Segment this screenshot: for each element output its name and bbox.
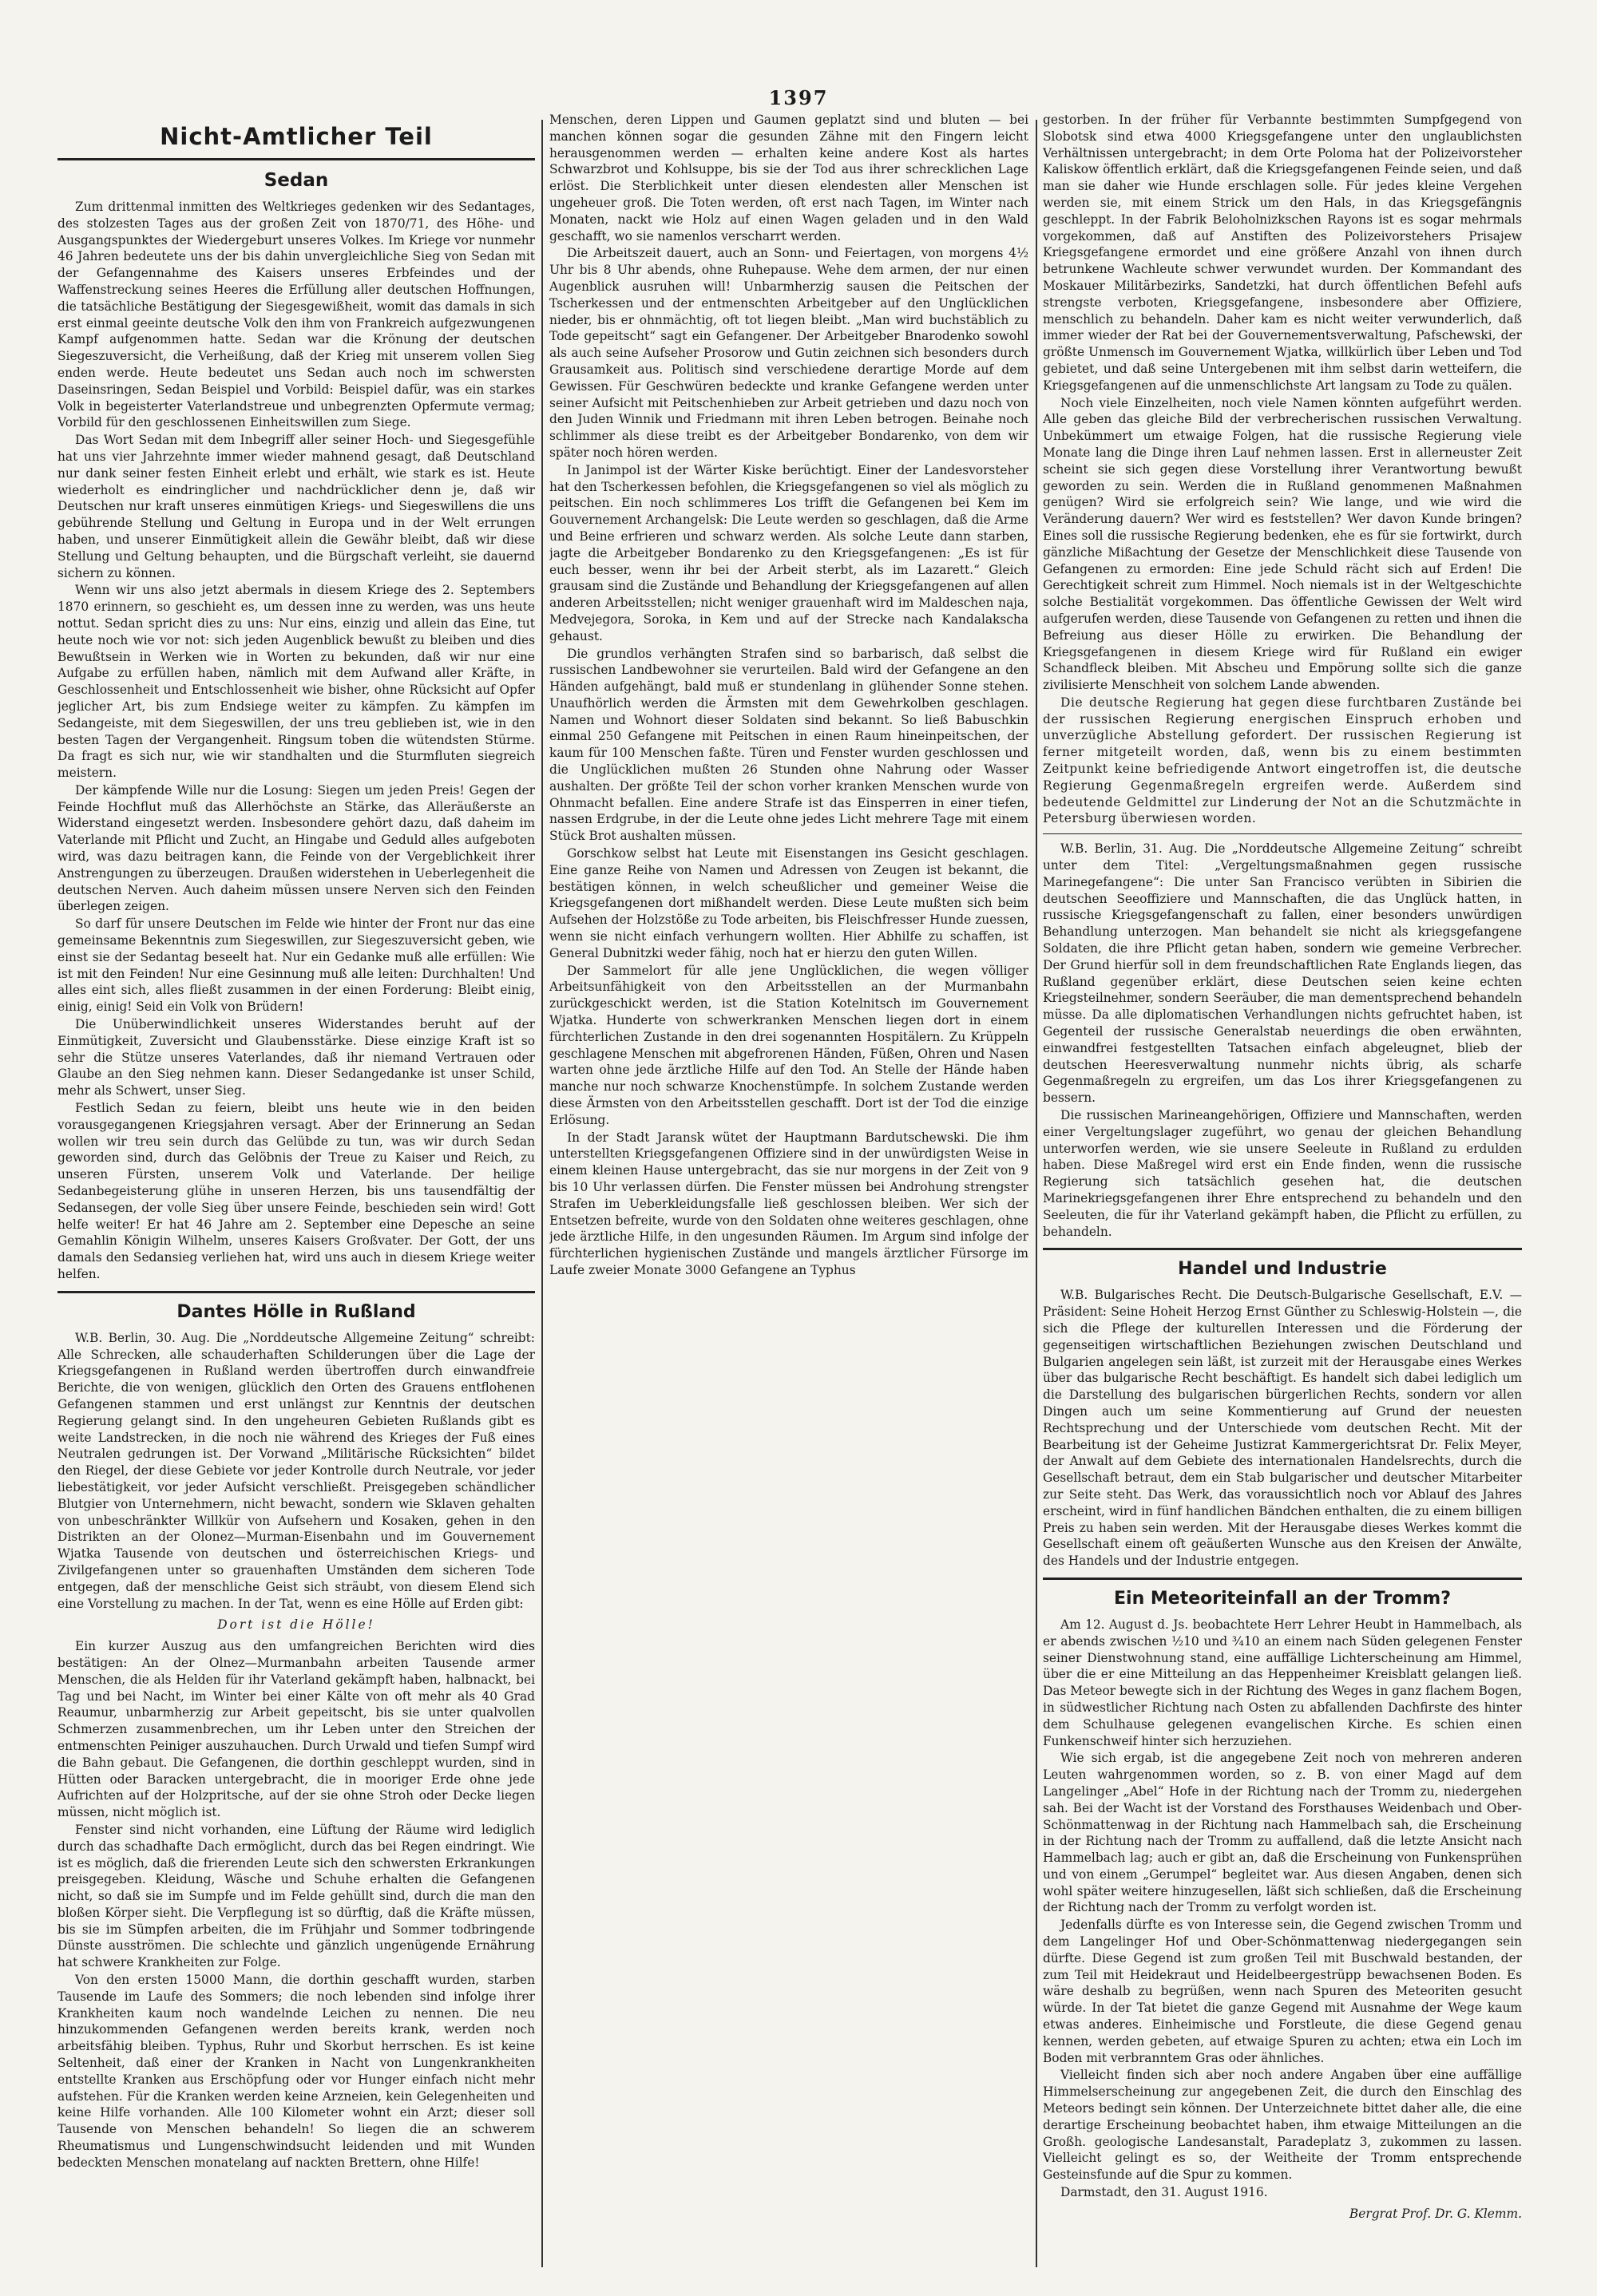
paragraph: Der Sammelort für alle jene Unglücklichen, die wegen völliger Arbeitsunfähigkeit von den Arbeitsstellen an der Murmanbahn zurückgeschickt werden, ist die Station Kotelnitsch im Gouvernement Wjatka. Hunderte von schwerkranken Menschen liegen dort in einem fürchterlichen Zustande in den drei sogenannten Hospitälern. Zu Krüppeln geschlagene Menschen mit abgefrorenen Händen, Füßen, Ohren und Nasen warten ohne jede ärztliche Hilfe auf den Tod. An Stelle der Hände haben manche nur noch schwarze Knochenstümpfe. In solchem Zustande werden diese Ärmsten von den Arbeitsstellen geschafft. Dort ist der Tod die einzige Erlösung. (549, 963, 1028, 1127)
paragraph: Gorschkow selbst hat Leute mit Eisenstangen ins Gesicht geschlagen. Eine ganze Reihe von Namen und Adressen von Zeugen ist bekannt, die bestätigen können, in welch scheußlicher und gemeiner Weise die Kriegsgefangenen dort mißhandelt werden. Diese Leute mußten sich beim Aufsehen der Holzstöße zu Tode arbeiten, bis Fleischfresser Hunde zuessen, wenn sie nicht einfach verhungern wollten. Hier Abhilfe zu schaffen, ist General Dubnitzki weder fähig, noch hat er hierzu den guten Willen. (549, 846, 1028, 960)
paragraph: gestorben. In der früher für Verbannte bestimmten Sumpfgegend von Slobotsk sind etwa 4000 Kriegsgefangene unter den unglaublichsten Verhältnissen untergebracht; in dem Orte Poloma hat der Polizeivorsteher Kaliskow öffentlich erklärt, daß die Kriegsgefangenen Feinde seien, und daß man sie daher wie Hunde erschlagen solle. Für jedes kleine Vergehen werden sie, mit einem Strick um den Hals, in das Kriegsgefängnis geschleppt. In der Fabrik Beloholnizkschen Rayons ist es sogar mehrmals vorgekommen, daß auf Anstiften des Polizeivorstehers Prisajew Kriegsgefangene ermordet und eine größere Anzahl von ihnen durch betrunkene Wachleute schwer verwundet wurden. Der Kommandant des Moskauer Militärbezirks, Sandetzki, hat durch öffentlichen Befehl aufs strengste verboten, Kriegsgefangene, insbesondere aber Offiziere, menschlich zu behandeln. Daher kam es nicht weiter verwunderlich, daß immer wieder der Rat bei der Gouvernementsverwaltung, Pafschewski, der größte Unmensch im Gouvernement Wjatka, willkürlich über Leben und Tod gebietet, und daß seine Untergebenen mit ihm selbst darin wetteifern, die Kriegsgefangenen auf die unmenschlichste Art langsam zu Tode zu quälen. (1043, 113, 1522, 393)
paragraph: Von den ersten 15000 Mann, die dorthin geschafft wurden, starben Tausende im Laufe des Sommers; die noch lebenden sind infolge ihrer Krankheiten kaum noch wandelnde Leichen zu nennen. Die neu hinzukommenden Gefangenen werden bereits krank, werden noch arbeitsfähig bleiben. Typhus, Ruhr und Skorbut herrschen. Es ist keine Seltenheit, daß einer der Kranken in Nacht von Lungenkrankheiten entstellte Kranken aus Erschöpfung oder vor Hunger einfach nicht mehr aufstehen. Für die Kranken werden keine Arzneien, kein Gelegenheiten und keine Hilfe vorhanden. Alle 100 Kilometer wohnt ein Arzt; dieser soll Tausende von Menschen behandeln! So liegen die an schwerem Rheumatismus und Lungenschwindsucht leidenden und mit Wunden bedeckten Menschen monatelang auf nackten Brettern, ohne Hilfe! (57, 1973, 535, 2170)
column-rule-right (1036, 120, 1037, 2267)
column-2 (549, 112, 1028, 2271)
paragraph: Die grundlos verhängten Strafen sind so barbarisch, daß selbst die russischen Landbewohner sie verurteilen. Bald wird der Gefangene an den Händen aufgehängt, bald muß er stundenlang in glühender Sonne stehen. Unaufhörlich werden die Ärmsten mit dem Gewehrkolben geschlagen. Namen und Wohnort dieser Soldaten sind bekannt. So ließ Babuschkin einmal 250 Gefangene mit Peitschen in einen Raum hineinpeitschen, der kaum für 100 Menschen faßte. Türen und Fenster wurden geschlossen und die Unglücklichen mußten 26 Stunden ohne Nahrung oder Wasser aushalten. Der größte Teil der schon vorher kranken Menschen wurde von Ohnmacht befallen. Eine andere Strafe ist das Einsperren in einer tiefen, nassen Erdgrube, in der die Leute ohne jedes Licht mehrere Tage mit einem Stück Brot aushalten müssen. (549, 646, 1028, 844)
paragraph: So darf für unsere Deutschen im Felde wie hinter der Front nur das eine gemeinsame Bekenntnis zum Siegeswillen, zur Siegeszuversicht geben, wie einst sie der Sedantag beseelt hat. Nur ein Gedanke muß alle erfüllen: Wie ist mit den Feinden! Nur eine Gesinnung muß alle leiten: Durchhalten! Und alles eint sich, alles fließt zusammen in der einen Forderung: Bleibt einig, einig, einig! Seid ein Volk von Brüdern! (57, 916, 535, 1015)
paragraph: Vielleicht finden sich aber noch andere Angaben über eine auffällige Himmelserscheinung zur angegebenen Zeit, die durch den Einschlag des Meteors bedingt sein können. Der Unterzeichnete bittet daher alle, die eine derartige Erscheinung beobachtet haben, ihm etwaige Mitteilungen an die Großh. geologische Landesanstalt, Paradeplatz 3, zukommen zu lassen. Vielleicht gelingt es so, der Weitheite der Tromm entsprechende Gesteinsfunde auf die Spur zu kommen. (1043, 2068, 1522, 2183)
paragraph: Die russischen Marineangehörigen, Offiziere und Mannschaften, werden einer Vergeltungslager zugeführt, wo genau der gleichen Behandlung unterworfen werden, wie sie unsere Seeleute in Rußland zu erdulden haben. Diese Maßregel wird erst ein Ende finden, wenn die russische Regierung sich tatsächlich gesehen hat, die deutschen Marinekriegsgefangenen ihrer Ehre entsprechend zu behandeln und den Seeleuten, die für ihr Vaterland gekämpft haben, die Pflicht zu erfüllen, zu behandeln. (1043, 1108, 1522, 1239)
article-body-marinegefangene (1043, 841, 1522, 1240)
article-title-dantes-hoelle: Dantes Hölle in Rußland (176, 1301, 416, 1322)
paragraph: Festlich Sedan zu feiern, bleibt uns heute wie in den beiden vorausgegangenen Kriegsjahren versagt. Aber der Erinnerung an Sedan wollen wir treu sein durch das Gelübde zu tun, was wir durch Sedan geworden sind, durch das Gelöbnis der Treue zu Kaiser und Reich, zu unseren Fürsten, unserem Volk und Vaterlande. Der heilige Sedanbegeisterung glühe in unseren Herzen, bis uns tausendfältig der Sedansegen, der volle Sieg über unsere Feinde, beschieden sein wird! Gott helfe weiter! Er hat 46 Jahre am 2. September eine Depesche an seine Gemahlin Königin Wilhelm, unseres Kaisers Großvater. Der Gott, der uns damals den Sedansieg verliehen hat, wird uns auch in diesem Kriege weiter helfen. (57, 1101, 535, 1281)
paragraph: In der Stadt Jaransk wütet der Hauptmann Bardutschewski. Die ihm unterstellten Kriegsgefangenen Offiziere sind in der unwürdigsten Weise in einem kleinen Hause untergebracht, das sie nur morgens in der Zeit von 9 bis 10 Uhr verlassen dürfen. Die Fenster müssen bei Androhung strengster Strafen im Ueberkleidungsfalle ließ geschlossen bleiben. Wer sich der Entsetzen befreite, wurde von den Soldaten ohne weiteres geschlagen, ohne jede ärztliche Hilfe, in den ungesunden Räumen. Im Argum sind infolge der fürchterlichen hygienischen Zustände und mangels ärztlicher Fürsorge im Laufe zweier Monate 3000 Gefangene an Typhus (549, 1130, 1028, 1277)
sub-heading: Dort ist die Hölle! (217, 1617, 375, 1633)
paragraph: W.B. Bulgarisches Recht. Die Deutsch-Bulgarische Gesellschaft, E.V. — Präsident: Seine Hoheit Herzog Ernst Günther zu Schleswig-Holstein —, die sich die Pflege der kulturellen Interessen und die Förderung der gegenseitigen wirtschaftlichen Beziehungen zwischen Deutschland und Bulgarien angelegen sein läßt, ist zurzeit mit der Herausgabe eines Werkes über das bulgarische Recht beschäftigt. Es handelt sich dabei lediglich um die Darstellung des bulgarischen bürgerlichen Rechts, sondern vor allen Dingen auch um seine Kommentierung auf Grund der neuesten Rechtsprechung und der Unterschiede vom deutschen Recht. Mit der Bearbeitung ist der Geheime Justizrat Kammergerichtsrat Dr. Felix Meyer, der Anwalt auf dem Gebiete des internationalen Handelsrechts, durch die Gesellschaft betraut, dem ein Stab bulgarischer und deutscher Mitarbeiter zur Seite steht. Das Werk, das voraussichtlich noch vor Ablauf des Jahres erscheint, wird in fünf handlichen Bändchen enthalten, die zu einem billigen Preis zu haben sein werden. Mit der Herausgabe dieses Werkes kommt die Gesellschaft einem oft geäußerten Wunsche aus den Kreisen der Anwälte, des Handels und der Industrie entgegen. (1043, 1288, 1522, 1569)
paragraph: Jedenfalls dürfte es von Interesse sein, die Gegend zwischen Tromm und dem Langelinger Hof und Ober-Schönmattenwag niedergegangen sein dürfte. Diese Gegend ist zum großen Teil mit Buschwald bestanden, der zum Teil mit Heidekraut und Heidelbeergestrüpp bewachsenen Boden. Es wäre deshalb zu begrüßen, wenn nach Spuren des Meteoriten gesucht würde. In der Tat bietet die ganze Gegend mit Ausnahme der Wege kaum etwas anderes. Einheimische und Forstleute, die diese Gegend genau kennen, werden gebeten, auf etwaige Spuren zu achten; etwa ein Loch im Boden mit verbranntem Gras oder ähnliches. (1043, 1918, 1522, 2065)
article-body-dantes-hoelle (57, 1330, 535, 2171)
article-title-handel-industrie: Handel und Industrie (1178, 1259, 1387, 1280)
article-body-handel-industrie (1043, 1287, 1522, 1570)
article-title-sedan: Sedan (264, 170, 329, 191)
paragraph: Die Arbeitszeit dauert, auch an Sonn- und Feiertagen, von morgens 4½ Uhr bis 8 Uhr abends, ohne Ruhepause. Wehe dem armen, der nur einen Augenblick ausruhen will! Unbarmherzig sausen die Peitschen der Tscherkessen und der entmenschten Arbeitgeber auf den Unglücklichen nieder, bis er ohnmächtig, oft tot liegen bleibt. „Man wird buchstäblich zu Tode gepeitscht“ sagt ein Gefangener. Der Arbeitgeber Bnarodenko sowohl als auch seine Aufseher Prosorow und Gutin zeichnen sich besonders durch Grausamkeit aus. Politisch sind verschiedene derartige Morde auf dem Gewissen. Für Geschwüren bedeckte und kranke Gefangene werden unter seiner Aufsicht mit Peitschenhieben zur Arbeit getrieben und dazu noch von den Juden Winnik und Friedmann mit ihren Leben betrogen. Beinahe noch schlimmer als diese treibt es der Arbeitgeber Bondarenko, von dem wir später noch hören werden. (549, 246, 1028, 460)
paragraph: Zum drittenmal inmitten des Weltkrieges gedenken wir des Sedantages, des stolzesten Tages aus der großen Zeit von 1870/71, des Höhe- und Ausgangspunktes der Wiedergeburt unseres Volkes. Im Kriege vor nunmehr 46 Jahren bedeutete uns der bis dahin unvergleichliche Sieg von Sedan mit der Gefangennahme des Kaisers unseres Erbfeindes und der Waffenstreckung seines Heeres die Erfüllung aller deutschen Hoffnungen, die tatsächliche Bestätigung der Siegesgewißheit, womit das damals in sich erst einmal geeinte deutsche Volk den ihm von Frankreich aufgezwungenen Kampf aufgenommen hatte. Sedan war die Krönung der deutschen Siegeszuversicht, die Verheißung, daß der Krieg mit unserem vollen Sieg enden werde. Heute bedeutet uns Sedan auch noch im schwersten Daseinsringen, Sedan Beispiel und Vorbild: Beispiel dafür, was ein starkes Volk in begeisterter Vaterlandstreue und unbegrenzten Opfermute vermag; Vorbild für den geschlossenen Einheitswillen zum Siege. (57, 200, 535, 430)
paragraph: Ein kurzer Auszug aus den umfangreichen Berichten wird dies bestätigen: An der Olnez—Murmanbahn arbeiten Tausende armer Menschen, die als Helden für ihr Vaterland gekämpft haben, halbnackt, bei Tag und bei Nacht, im Winter bei einer Kälte von oft mehr als 40 Grad Reaumur, unbarmherzig zur Arbeit gepeitscht, bis sie unter qualvollen Schmerzen zusammenbrechen, um ihr Leben unter den Streichen der entmenschten Peiniger auszuhauchen. Durch Urwald und tiefen Sumpf wird die Bahn gebaut. Die Gefangenen, die dorthin geschleppt wurden, sind in Hütten oder Baracken untergebracht, die in mooriger Erde ohne jede Aufrichten auf der Holzpritsche, auf der sie ohne Stroh oder Decke liegen müssen, nicht möglich ist. (57, 1639, 535, 1820)
paragraph: Am 12. August d. Js. beobachtete Herr Lehrer Heubt in Hammelbach, als er abends zwischen ½10 und ¾10 an einem nach Süden gelegenen Fenster seiner Dienstwohnung stand, eine auffällige Lichterscheinung am Himmel, über die er eine Mitteilung an das Heppenheimer Kreisblatt gelangen ließ. Das Meteor bewegte sich in der Richtung des Weges in ganz flachem Bogen, in südwestlicher Richtung nach Osten zu abfallenden Dachfirste des hinter dem Schulhause gelegenen evangelischen Kirche. Es schien einen Funkenschweif hinter sich herzuziehen. (1043, 1617, 1522, 1748)
article-divider (1043, 1578, 1522, 1580)
paragraph: W.B. Berlin, 30. Aug. Die „Norddeutsche Allgemeine Zeitung“ schreibt: Alle Schrecken, alle schauderhaften Schilderungen über die Lage der Kriegsgefangenen in Rußland werden übertroffen durch einwandfreie Berichte, die von wenigen, glücklich den Orten des Grauens entflohenen Gefangenen stammen und erst unlängst zur Kenntnis der deutschen Regierung gelangt sind. In den ungeheuren Gebieten Rußlands gibt es weite Landstrecken, in die noch nie während des Krieges der Fuß eines Neutralen gedrungen ist. Der Vorwand „Militärische Rücksichten“ bildet den Riegel, der diese Gebiete vor jeder Kontrolle durch Neutrale, vor jeder liebestätigkeit, vor jeder Aufsicht verschließt. Preisgegeben schändlicher Blutgier von Unternehmern, nicht bewacht, sondern wie Sklaven gehalten von unbeschränkter Willkür von Aufsehern und Kosaken, gehen in den Distrikten an der Olonez—Murman-Eisenbahn und im Gouvernement Wjatka Tausende von deutschen und österreichischen Kriegs- und Zivilgefangenen unter so grauenhaften Umständen dem sicheren Tode entgegen, daß der menschliche Geist sich sträubt, von diesem Elend sich eine Vorstellung zu machen. In der Tat, wenn es eine Hölle auf Erden gibt: (57, 1330, 535, 1611)
column-3 (1043, 112, 1522, 2271)
paragraph: Die Unüberwindlichkeit unseres Widerstandes beruht auf der Einmütigkeit, Zuversicht und Glaubensstärke. Diese einzige Kraft ist so sehr die Stütze unseres Vaterlandes, daß ihr niemand Vertrauen oder Glaube an den Sieg nehmen kann. Dieser Sedangedanke ist unser Schild, mehr als Schwert, unser Sieg. (57, 1017, 535, 1099)
paragraph: In Janimpol ist der Wärter Kiske berüchtigt. Einer der Landesvorsteher hat den Tscherkessen befohlen, die Kriegsgefangenen so viel als möglich zu peitschen. Ein noch schlimmeres Los trifft die Gefangenen bei Kem im Gouvernement Archangelsk: Die Leute werden so geschlagen, daß die Arme und Beine erfrieren und schwarz werden. Als solche Leute dann starben, jagte die Arbeitgeber Bondarenko zu den Kriegsgefangenen: „Es ist für euch besser, wenn ihr bei der Arbeit sterbt, als im Lazarett.“ Gleich grausam sind die Zustände und Behandlung der Kriegsgefangenen auf allen anderen Arbeitsstellen; nicht weniger grauenhaft wird im Maldeschen naja, Medvejegora, Soroka, in Kem und auf der Strecke nach Kandalakscha gehaust. (549, 462, 1028, 643)
paragraph: Das Wort Sedan mit dem Inbegriff aller seiner Hoch- und Siegesgefühle hat uns vier Jahrzehnte immer wieder mahnend gesagt, daß Deutschland nur dank seiner festen Einheit erlebt und erhält, wie stark es ist. Heute wiederholt es eindringlicher und nachdrücklicher denn je, daß wir Deutschen nur kraft unseres einmütigen Kriegs- und Siegeswillens die uns gebührende Stellung und Geltung in Europa und in der Welt errungen haben, und unserer Einmütigkeit allein die Gewähr bleibt, daß wir diese Stellung und Geltung behaupten, und die Bürgschaft verleiht, sie dauernd sichern zu können. (57, 433, 535, 580)
place-date: Darmstadt, den 31. August 1916. (1060, 2185, 1268, 2200)
paragraph: W.B. Berlin, 31. Aug. Die „Norddeutsche Allgemeine Zeitung“ schreibt unter dem Titel: „Vergeltungsmaßnahmen gegen russische Marinegefangene“: Die unter San Francisco verübten in Sibirien die deutschen Seeoffiziere und Mannschaften, die das Unglück hatten, in russische Kriegsgefangenschaft zu fallen, einer besonders unwürdigen Behandlung unterzogen. Man behandelt sie nicht als kriegsgefangene Soldaten, die ihre Pflicht getan haben, sondern wie gemeine Verbrecher. Der Grund hierfür soll in dem freundschaftlichen Rate Englands liegen, das Rußland gegenüber erklärt, diese Deutschen seien keine echten Kriegsteilnehmer, sondern Seeräuber, die man dementsprechend behandeln müsse. Da alle diplomatischen Verhandlungen nichts gefruchtet haben, ist Gegenteil der russische Generalstab neuerdings die oben erwähnten, einwandfrei festgestellten Tatsachen einfach abgeleugnet, blieb der deutschen Heeresverwaltung nunmehr nichts übrig, als scharfe Gegenmaßregeln zu ergreifen, um das Los ihrer Kriegsgefangenen zu bessern. (1043, 841, 1522, 1106)
article-divider (1043, 833, 1522, 834)
section-divider (57, 158, 535, 160)
page-number: 1397 (768, 86, 829, 109)
column-rule-left (541, 120, 543, 2267)
paragraph: Fenster sind nicht vorhanden, eine Lüftung der Räume wird lediglich durch das schadhafte Dach ermöglicht, durch das bei Regen eindringt. Wie ist es möglich, daß die frierenden Leute sich den schwersten Erkrankungen preisgegeben. Kleidung, Wäsche und Schuhe erhalten die Gefangenen nicht, so daß sie im Sumpfe und im Felde gehüllt sind, durch die man den bloßen Körper sieht. Die Verpflegung ist so dürftig, daß die Kräfte müssen, bis sie im Sümpfen arbeiten, die im Frühjahr und Sommer todbringende Dünste ausströmen. Die schlechte und gänzlich ungenügende Ernährung hat schwere Krankheiten zur Folge. (57, 1822, 535, 1970)
article-body-meteorit (1043, 1617, 1522, 2223)
paragraph: Die deutsche Regierung hat gegen diese furchtbaren Zustände bei der russischen Regierung energischen Einspruch erhoben und unverzügliche Abstellung gefordert. Der russischen Regierung ist ferner mitgeteilt worden, daß, wenn bis zu einem bestimmten Zeitpunkt keine befriedigende Antwort eingetroffen ist, die deutsche Regierung Gegenmaßregeln ergreifen werde. Außerdem sind bedeutende Geldmittel zur Linderung der Not an die Schutzmächte in Petersburg überwiesen worden. (1043, 695, 1522, 826)
paragraph: Der kämpfende Wille nur die Losung: Siegen um jeden Preis! Gegen der Feinde Hochflut muß das Allerhöchste an Stärke, das Alleräußerste an Widerstand eingesetzt werden. Insbesondere gehört dazu, daß daheim im Vaterlande mit Pflicht und Zucht, an Hingabe und Geduld alles aufgeboten wird, was dazu beitragen kann, die Feinde von der Vergeblichkeit ihrer Anstrengungen zu überzeugen. Draußen widerstehen in Ueberlegenheit die deutschen Nerven. Auch daheim müssen unsere Nerven sich den Feinden überlegen zeigen. (57, 782, 535, 914)
article-divider (1043, 1248, 1522, 1250)
paragraph: Menschen, deren Lippen und Gaumen geplatzt sind und bluten — bei manchen können sogar die gesunden Zähne mit den Fingern leicht herausgenommen werden — erhalten keine andere Kost als hartes Schwarzbrot und Kohlsuppe, bis sie der Tod aus ihrer schrecklichen Lage erlöst. Die Sterblichkeit unter diesen elendesten aller Menschen ist ungeheuer groß. Die Toten werden, oft erst nach Tagen, im Winter nach Monaten, nackt wie Holz auf einen Wagen geladen und in den Wald geschafft, wo sie namenlos verscharrt werden. (549, 113, 1028, 243)
paragraph: Noch viele Einzelheiten, noch viele Namen könnten aufgeführt werden. Alle geben das gleiche Bild der verbrecherischen russischen Verwaltung. Unbekümmert um etwaige Folgen, hat die russische Regierung viele Monate lang die Dinge ihren Lauf nehmen lassen. Erst in allerneuster Zeit scheint sie sich gegen diese Vorstellung ihrer Verantwortung bewußt geworden zu sein. Werden die in Rußland genommenen Maßnahmen genügen? Wird sie erfolgreich sein? Wie lange, und wie wird die Veränderung dauern? Wer wird es feststellen? Wer davon Kunde bringen? Eines soll die russische Regierung bedenken, ehe es für sie fortwirkt, durch gänzliche Mißachtung der Gesetze der Menschlichkeit diese Tausende von Gefangenen zu ermorden: Eine jede Schuld rächt sich auf Erden! Die Gerechtigkeit schreit zum Himmel. Noch niemals ist in der Weltgeschichte solche Bestialität vorgekommen. Das öffentliche Gewissen der Welt wird aufgerufen werden, diese Tausende von Gefangenen zu retten und ihnen die Befreiung aus dieser Hölle zu erwirken. Die Behandlung der Kriegsgefangenen in diesem Kriege wird für Rußland ein ewiger Schandfleck bleiben. Mit Abscheu und Empörung sollte sich die ganze zivilisierte Menschheit von solchem Lande abwenden. (1043, 395, 1522, 693)
signature: Bergrat Prof. Dr. G. Klemm. (1349, 2206, 1522, 2221)
section-title: Nicht-Amtlicher Teil (160, 123, 433, 150)
article-body-sedan (57, 199, 535, 1283)
paragraph: Wie sich ergab, ist die angegebene Zeit noch von mehreren anderen Leuten wahrgenommen worden, so z. B. von einer Magd auf dem Langelinger „Abel“ Hofe in der Richtung nach der Tromm zu, niedergehen sah. Bei der Wacht ist der Vorstand des Forsthauses Weidenbach und Ober-Schönmattenwag in der Richtung nach Hammelbach sah, die Erscheinung in der Richtung nach der Tromm zu auffallend, daß die letzte Ansicht nach Hammelbach lag; auch er gibt an, daß die Erscheinung von Funkensprühen und von einem „Gerumpel“ begleitet war. Aus diesen Angaben, denen sich wohl später weitere hinzugesellen, läßt sich schließen, daß die Erscheinung der Richtung nach der Tromm zu verfolgt worden ist. (1043, 1751, 1522, 1915)
article-divider (57, 1291, 535, 1293)
column-1 (57, 118, 535, 2278)
article-title-meteorit: Ein Meteoriteinfall an der Tromm? (1114, 1588, 1451, 1609)
paragraph: Wenn wir uns also jetzt abermals in diesem Kriege des 2. Septembers 1870 erinnern, so geschieht es, um dessen inne zu werden, was uns heute nottut. Sedan spricht dies zu uns: Nur eins, einzig und allein das Eine, tut heute noch wie vor not: sich jeden Augenblick bewußt zu bleiben und dies Bewußtsein in Werken wie in Worten zu bekunden, daß wir nur eine Aufgabe zu erfüllen haben, nämlich mit dem Aufwand aller Kräfte, in Geschlossenheit und Entschlossenheit wie bisher, ohne Rücksicht auf Opfer jeglicher Art, bis zum Endsiege weiter zu kämpfen. Zu kämpfen im Sedangeiste, mit dem Siegeswillen, der uns treu geblieben ist, wie in den besten Tagen der Vergangenheit. Ringsum toben die wütendsten Stürme. Da fragt es sich nur, wie wir standhalten und die Sturmfluten siegreich meistern. (57, 583, 535, 781)
